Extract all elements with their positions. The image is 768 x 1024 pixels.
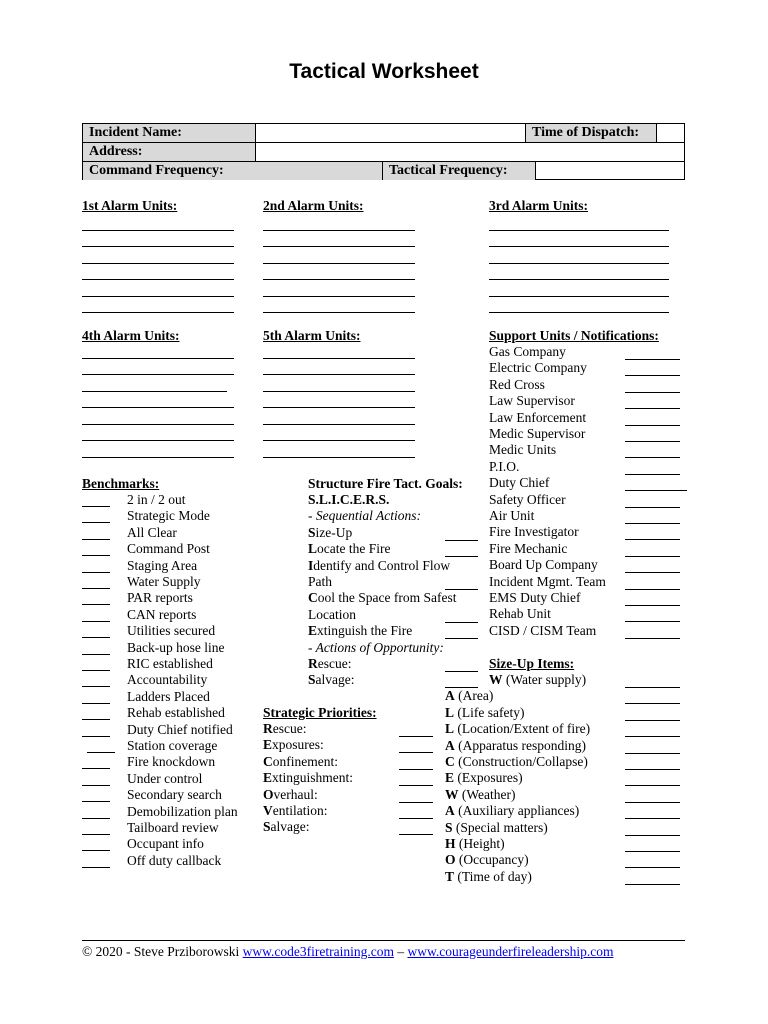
priority-blank[interactable] xyxy=(399,834,433,835)
sizeup-item: O (Occupancy) xyxy=(445,852,529,868)
sizeup-blank[interactable] xyxy=(625,884,680,885)
sizeup-item: A (Area) xyxy=(445,688,494,704)
priority-blank[interactable] xyxy=(399,752,433,753)
sizeup-blank[interactable] xyxy=(625,687,680,688)
benchmark-checkbox[interactable] xyxy=(82,572,110,573)
benchmark-label: Secondary search xyxy=(127,787,222,803)
goal-item: Identify and Control Flow xyxy=(308,558,451,573)
priority-blank[interactable] xyxy=(399,818,433,819)
sizeup-item: C (Construction/Collapse) xyxy=(445,754,588,769)
support-unit-blank[interactable] xyxy=(625,605,680,606)
goals-heading: Structure Fire Tact. Goals: xyxy=(308,476,463,491)
third-alarm-line[interactable] xyxy=(489,279,669,280)
priority-item: Extinguishment: xyxy=(263,770,354,786)
sizeup-heading: Size-Up Items: xyxy=(489,656,575,671)
goal-item: Salvage: xyxy=(308,672,355,687)
second-alarm-line[interactable] xyxy=(263,230,415,231)
benchmarks-heading: Benchmarks: xyxy=(82,476,160,491)
support-unit-blank[interactable] xyxy=(625,490,687,491)
sizeup-blank[interactable] xyxy=(625,818,680,819)
sizeup-item: L (Location/Extent of fire) xyxy=(445,721,591,737)
footer-rule xyxy=(82,940,685,941)
benchmark-label: Staging Area xyxy=(127,557,198,573)
goal-blank[interactable] xyxy=(445,671,478,672)
sizeup-blank[interactable] xyxy=(625,785,680,786)
priority-item: Exposures: xyxy=(263,737,324,753)
support-unit-blank[interactable] xyxy=(625,539,680,540)
fifth-alarm-line[interactable] xyxy=(263,391,415,392)
benchmark-label: Rehab established xyxy=(127,705,225,721)
fifth-alarm-line[interactable] xyxy=(263,374,415,375)
benchmark-label: Tailboard review xyxy=(127,820,219,835)
fourth-alarm-line[interactable] xyxy=(82,440,234,441)
tactical-frequency-field[interactable] xyxy=(536,162,685,180)
incident-name-label: Incident Name: xyxy=(83,124,256,143)
benchmark-label: RIC established xyxy=(127,656,213,671)
priority-item: Ventilation: xyxy=(263,803,328,818)
sizeup-item: W (Weather) xyxy=(445,786,516,802)
priority-blank[interactable] xyxy=(399,769,433,770)
sizeup-item: H (Height) xyxy=(445,836,505,851)
benchmark-checkbox[interactable] xyxy=(87,752,115,753)
slicers-acronym: S.L.I.C.E.R.S. xyxy=(308,492,390,507)
third-alarm-line[interactable] xyxy=(489,230,669,231)
fifth-alarm-line[interactable] xyxy=(263,358,415,359)
support-unit-label: Medic Units xyxy=(489,442,557,458)
goal-item: Size-Up xyxy=(308,525,353,540)
benchmark-label: Demobilization plan xyxy=(127,803,238,819)
benchmark-label: Command Post xyxy=(127,541,210,557)
support-unit-blank[interactable] xyxy=(625,556,680,557)
fifth-alarm-line[interactable] xyxy=(263,407,415,408)
courage-link[interactable]: www.courageunderfireleadership.com xyxy=(407,944,614,959)
support-unit-blank[interactable] xyxy=(625,408,680,409)
support-unit-label: Safety Officer xyxy=(489,491,566,507)
benchmark-checkbox[interactable] xyxy=(82,818,110,819)
priority-item: Overhaul: xyxy=(263,786,318,802)
sizeup-item: T (Time of day) xyxy=(445,868,532,884)
support-unit-label: Duty Chief xyxy=(489,475,550,491)
benchmark-checkbox[interactable] xyxy=(82,703,110,704)
goal-item: Rescue: xyxy=(308,656,352,671)
first-alarm-line[interactable] xyxy=(82,296,234,297)
sizeup-blank[interactable] xyxy=(625,867,680,868)
third-alarm-line[interactable] xyxy=(489,246,669,247)
second-alarm-line[interactable] xyxy=(263,312,415,313)
sizeup-blank[interactable] xyxy=(625,703,680,704)
sizeup-blank[interactable] xyxy=(625,851,680,852)
goal-blank[interactable] xyxy=(445,638,478,639)
sequential-actions-label: - Sequential Actions: xyxy=(308,508,421,523)
support-unit-label: P.I.O. xyxy=(489,458,520,474)
support-unit-blank[interactable] xyxy=(625,441,680,442)
third-alarm-line[interactable] xyxy=(489,263,669,264)
fourth-alarm-line[interactable] xyxy=(82,391,227,392)
benchmark-checkbox[interactable] xyxy=(82,867,110,868)
strategic-priorities-heading: Strategic Priorities: xyxy=(263,705,377,720)
sizeup-blank[interactable] xyxy=(625,802,680,803)
first-alarm-line[interactable] xyxy=(82,312,234,313)
sizeup-blank[interactable] xyxy=(625,835,680,836)
actions-of-opportunity-label: - Actions of Opportunity: xyxy=(308,640,444,655)
tactical-frequency-label: Tactical Frequency: xyxy=(383,162,536,180)
first-alarm-line[interactable] xyxy=(82,230,234,231)
support-unit-blank[interactable] xyxy=(625,589,680,590)
footer xyxy=(82,944,614,960)
fifth-alarm-heading: 5th Alarm Units: xyxy=(263,328,361,343)
support-unit-blank[interactable] xyxy=(625,457,680,458)
benchmark-label: Back-up hose line xyxy=(127,639,225,655)
benchmark-checkbox[interactable] xyxy=(82,768,110,769)
benchmark-label: Strategic Mode xyxy=(127,508,210,524)
support-unit-label: Red Cross xyxy=(489,376,545,392)
third-alarm-line[interactable] xyxy=(489,312,669,313)
sizeup-item: E (Exposures) xyxy=(445,770,523,786)
benchmark-label: Ladders Placed xyxy=(127,688,210,704)
benchmark-label: Station coverage xyxy=(127,738,218,753)
fourth-alarm-line[interactable] xyxy=(82,424,234,425)
goal-blank[interactable] xyxy=(445,556,478,557)
priority-item: Confinement: xyxy=(263,753,338,769)
benchmark-checkbox[interactable] xyxy=(82,588,110,589)
footer-dash: – xyxy=(393,944,408,959)
code3-link[interactable]: www.code3firetraining.com xyxy=(242,944,394,959)
priority-item: Salvage: xyxy=(263,819,310,835)
benchmark-checkbox[interactable] xyxy=(82,719,110,720)
copyright-text: © 2020 - Steve Prziborowski xyxy=(82,944,243,959)
goal-item: Extinguish the Fire xyxy=(308,623,413,638)
second-alarm-heading: 2nd Alarm Units: xyxy=(263,198,364,213)
third-alarm-line[interactable] xyxy=(489,296,669,297)
priority-blank[interactable] xyxy=(399,802,433,803)
sizeup-blank[interactable] xyxy=(625,720,680,721)
goal-item: Cool the Space from Safest xyxy=(308,590,457,605)
sizeup-blank[interactable] xyxy=(625,769,680,770)
incident-info-table xyxy=(82,123,685,180)
support-unit-blank[interactable] xyxy=(625,474,680,475)
benchmark-checkbox[interactable] xyxy=(82,686,110,687)
benchmark-label: All Clear xyxy=(127,524,177,540)
time-of-dispatch-field[interactable] xyxy=(657,124,685,143)
benchmark-label: Duty Chief notified xyxy=(127,721,233,737)
benchmark-checkbox[interactable] xyxy=(82,850,110,851)
benchmark-label: Occupant info xyxy=(127,836,204,852)
benchmark-label: CAN reports xyxy=(127,606,197,622)
benchmark-checkbox[interactable] xyxy=(82,539,110,540)
fourth-alarm-line[interactable] xyxy=(82,358,234,359)
fourth-alarm-line[interactable] xyxy=(82,407,234,408)
command-frequency-label: Command Frequency: xyxy=(83,162,383,180)
sizeup-item: A (Apparatus responding) xyxy=(445,737,586,753)
support-unit-label: Gas Company xyxy=(489,344,566,359)
benchmark-checkbox[interactable] xyxy=(82,801,110,802)
priority-blank[interactable] xyxy=(399,736,433,737)
sizeup-item: S (Special matters) xyxy=(445,819,548,835)
second-alarm-line[interactable] xyxy=(263,246,415,247)
benchmark-checkbox[interactable] xyxy=(82,785,110,786)
sizeup-item: L (Life safety) xyxy=(445,704,525,720)
first-alarm-line[interactable] xyxy=(82,279,234,280)
sizeup-blank[interactable] xyxy=(625,736,680,737)
goal-blank[interactable] xyxy=(445,540,478,541)
fifth-alarm-line[interactable] xyxy=(263,457,415,458)
benchmark-label: Water Supply xyxy=(127,574,201,589)
support-unit-label: Medic Supervisor xyxy=(489,426,586,441)
benchmark-checkbox[interactable] xyxy=(82,736,110,737)
goal-item: Locate the Fire xyxy=(308,541,391,556)
benchmark-checkbox[interactable] xyxy=(82,670,110,671)
support-unit-blank[interactable] xyxy=(625,621,680,622)
support-unit-label: CISD / CISM Team xyxy=(489,622,597,638)
time-of-dispatch-label: Time of Dispatch: xyxy=(526,124,657,143)
support-unit-blank[interactable] xyxy=(625,375,680,376)
support-unit-blank[interactable] xyxy=(625,425,680,426)
support-unit-label: Fire Mechanic xyxy=(489,540,568,556)
support-unit-blank[interactable] xyxy=(625,572,680,573)
first-alarm-line[interactable] xyxy=(82,246,234,247)
support-unit-blank[interactable] xyxy=(625,523,680,524)
support-unit-label: Fire Investigator xyxy=(489,524,579,540)
second-alarm-line[interactable] xyxy=(263,279,415,280)
benchmark-label: 2 in / 2 out xyxy=(127,492,186,507)
fourth-alarm-heading: 4th Alarm Units: xyxy=(82,328,180,343)
benchmark-checkbox[interactable] xyxy=(82,506,110,507)
priority-blank[interactable] xyxy=(399,785,433,786)
benchmark-label: Under control xyxy=(127,770,203,786)
goal-item: Location xyxy=(308,607,356,622)
third-alarm-heading: 3rd Alarm Units: xyxy=(489,198,588,213)
fourth-alarm-line[interactable] xyxy=(82,457,234,458)
goal-blank[interactable] xyxy=(445,622,478,623)
benchmark-checkbox[interactable] xyxy=(82,654,110,655)
support-units-heading: Support Units / Notifications: xyxy=(489,328,659,343)
support-unit-blank[interactable] xyxy=(625,507,680,508)
support-unit-blank[interactable] xyxy=(625,638,680,639)
benchmark-checkbox[interactable] xyxy=(82,621,110,622)
goal-item: Path xyxy=(308,574,333,589)
first-alarm-heading: 1st Alarm Units: xyxy=(82,198,178,213)
benchmark-checkbox[interactable] xyxy=(82,555,110,556)
benchmark-label: Accountability xyxy=(127,672,208,688)
benchmark-checkbox[interactable] xyxy=(82,604,110,605)
support-unit-label: Electric Company xyxy=(489,360,587,376)
benchmark-checkbox[interactable] xyxy=(82,834,110,835)
fifth-alarm-line[interactable] xyxy=(263,440,415,441)
benchmark-checkbox[interactable] xyxy=(82,637,110,638)
first-alarm-line[interactable] xyxy=(82,263,234,264)
support-unit-label: Law Enforcement xyxy=(489,409,587,425)
support-unit-label: Law Supervisor xyxy=(489,393,575,409)
support-unit-label: Rehab Unit xyxy=(489,606,551,622)
benchmark-label: Off duty callback xyxy=(127,852,222,868)
sizeup-item: A (Auxiliary appliances) xyxy=(445,803,580,819)
benchmark-label: PAR reports xyxy=(127,590,193,606)
address-field[interactable] xyxy=(256,143,685,162)
support-unit-label: Board Up Company xyxy=(489,557,598,573)
fifth-alarm-line[interactable] xyxy=(263,424,415,425)
fourth-alarm-line[interactable] xyxy=(82,374,234,375)
support-unit-blank[interactable] xyxy=(625,359,680,360)
sizeup-item: W (Water supply) xyxy=(489,672,587,687)
benchmark-checkbox[interactable] xyxy=(82,522,110,523)
support-unit-blank[interactable] xyxy=(625,392,680,393)
sizeup-blank[interactable] xyxy=(625,753,680,754)
support-unit-label: EMS Duty Chief xyxy=(489,590,581,605)
address-label: Address: xyxy=(83,143,256,162)
second-alarm-line[interactable] xyxy=(263,296,415,297)
second-alarm-line[interactable] xyxy=(263,263,415,264)
benchmark-label: Fire knockdown xyxy=(127,754,216,770)
incident-name-field[interactable] xyxy=(256,124,526,143)
benchmark-label: Utilities secured xyxy=(127,623,216,639)
page-title: Tactical Worksheet xyxy=(289,60,479,83)
priority-item: Rescue: xyxy=(263,721,307,736)
support-unit-label: Air Unit xyxy=(489,508,535,523)
support-unit-label: Incident Mgmt. Team xyxy=(489,573,606,589)
